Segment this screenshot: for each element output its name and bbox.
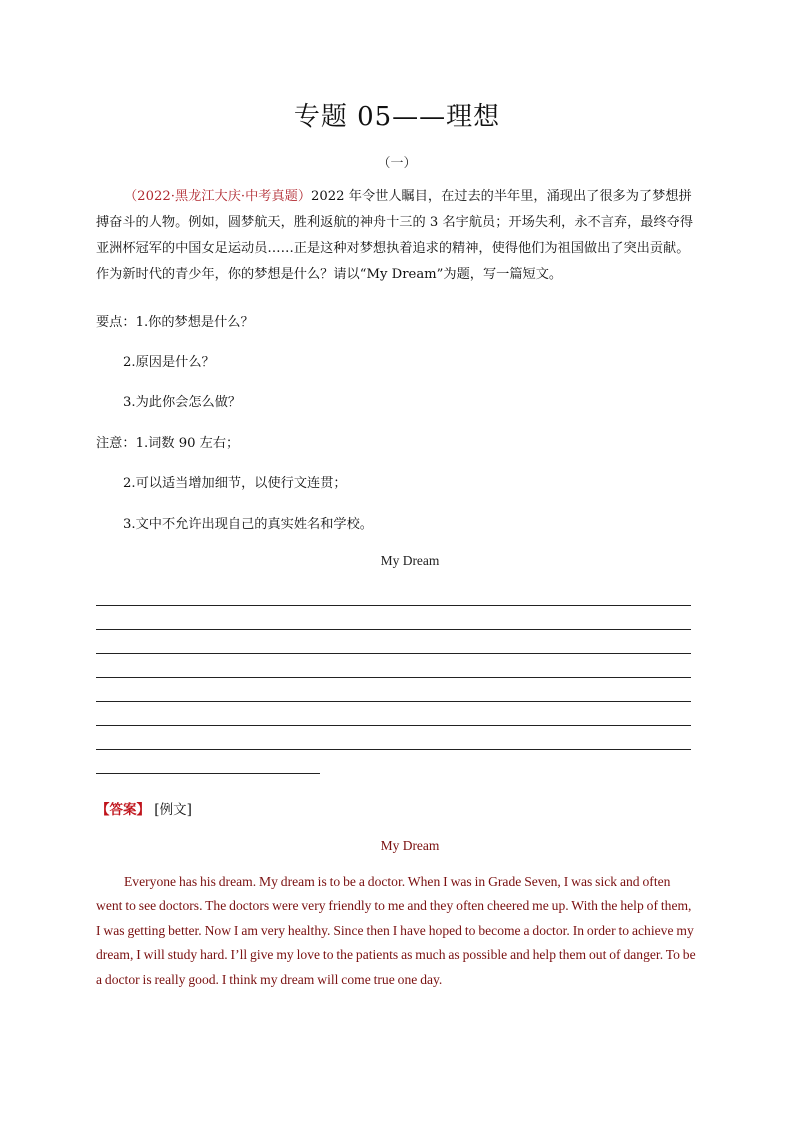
requirements-label: 要点： — [96, 315, 136, 330]
requirements-first — [96, 311, 254, 330]
requirement-item: 1.你的梦想是什么？ — [135, 315, 254, 330]
requirement-item: 2.原因是什么？ — [123, 355, 215, 370]
writing-line — [96, 605, 691, 606]
answer-label: [例文] — [154, 802, 192, 818]
writing-line — [96, 701, 691, 702]
model-essay-title: My Dream — [380, 838, 440, 853]
page-title: 专题 05——理想 — [293, 102, 501, 132]
section-number: （一） — [377, 156, 417, 171]
writing-line — [96, 677, 691, 678]
note-item: 1.词数 90 左右； — [135, 436, 240, 451]
source-citation: （2022·黑龙江大庆·中考真题） — [124, 189, 312, 204]
prompt-text: 2022 年令世人瞩目，在过去的半年里，涌现出了很多为了梦想拼搏奋斗的人物。例如，圆梦航天，胜利返航的神舟十三的 3 名宇航员；开场失利，永不言弃，最终夺得亚洲杯冠军的中国女足运动员……正是这种对梦想执着追求的精神，使得他们为祖国做出了突出贡献。作为新时代的青少年，你的梦想是什么？请以“My Dream”为题，写一篇短文。 — [96, 189, 694, 282]
prompt-paragraph — [96, 184, 696, 288]
answer-heading — [96, 798, 192, 818]
writing-line — [96, 749, 691, 750]
writing-line-short — [96, 773, 320, 774]
model-essay-body: Everyone has his dream. My dream is to be a doctor. When I was in Grade Seven, I was sick and often went to see doctors. The doctors were very friendly to me and they often cheered me up. With the help of them, I was getting better. Now I am very healthy. Since then I have hoped to become a doctor. In order to achieve my dream, I will study hard. I’ll give my love to the patients as much as possible and help them out of danger. To be a doctor is really good. I think my dream will come true one day. — [96, 874, 696, 987]
writing-line — [96, 725, 691, 726]
answer-tag: 【答案】 — [96, 802, 150, 818]
essay-title: My Dream — [380, 553, 440, 568]
requirement-item: 3.为此你会怎么做？ — [123, 395, 242, 410]
note-item: 3.文中不允许出现自己的真实姓名和学校。 — [123, 517, 373, 532]
notes-label: 注意： — [96, 436, 136, 451]
note-item: 2.可以适当增加细节，以使行文连贯； — [123, 476, 347, 491]
writing-line — [96, 629, 691, 630]
writing-line — [96, 653, 691, 654]
notes-first — [96, 432, 239, 451]
